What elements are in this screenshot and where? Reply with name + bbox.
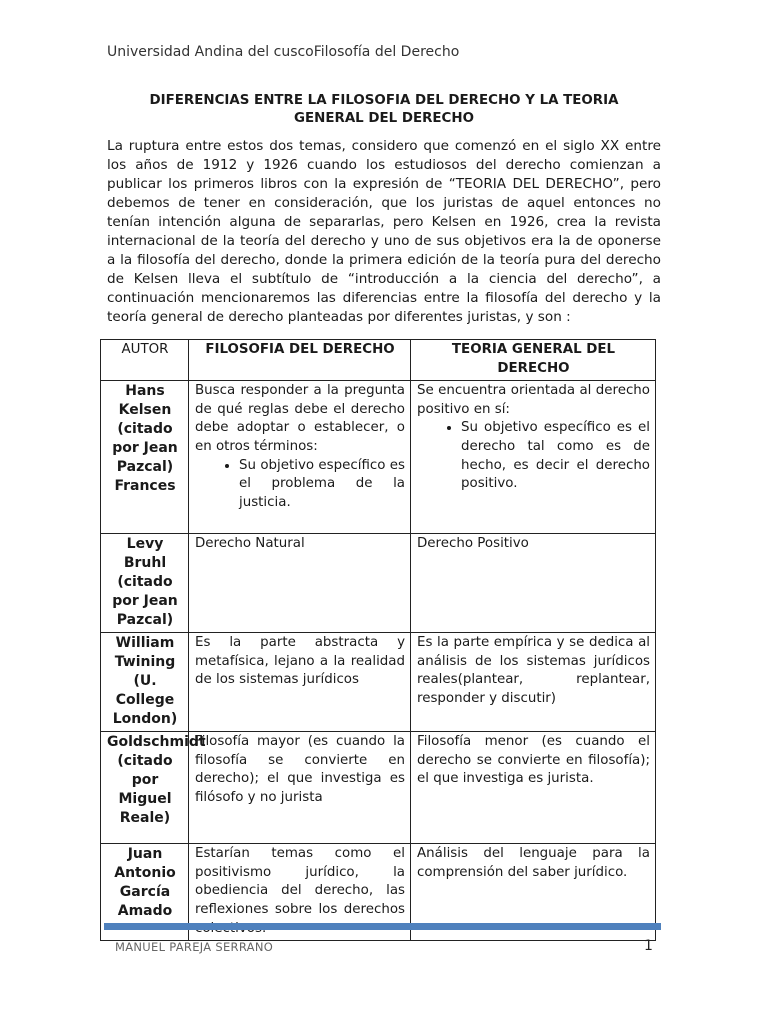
filosofia-cell xyxy=(189,381,411,534)
teoria-bullet-list xyxy=(417,419,650,493)
header-autor: AUTOR xyxy=(101,340,189,381)
teoria-cell: Análisis del lenguaje para la comprensión del saber jurídico. xyxy=(411,844,656,941)
table-header-row xyxy=(101,340,656,381)
header-teoria: TEORIA GENERAL DEL DERECHO xyxy=(411,340,656,381)
page-header: Universidad Andina del cuscoFilosofía del Derecho xyxy=(107,44,460,60)
filosofia-cell: Estarían temas como el positivismo jurídico, la obediencia del derecho, las reflexiones sobre los derechos xyxy=(189,844,411,941)
teoria-cell: Filosofía menor (es cuando el derecho se convierte en filosofía); el que investiga es jurista. xyxy=(411,732,656,844)
author-cell: Goldschmidt (citado por Miguel Reale) xyxy=(101,732,189,844)
filosofia-cell: Derecho Natural xyxy=(189,534,411,633)
teoria-cell xyxy=(411,381,656,534)
teoria-text: Se encuentra orientada al derecho positivo en sí: xyxy=(417,383,650,417)
table-row xyxy=(101,381,656,534)
title-line-2: GENERAL DEL DERECHO xyxy=(294,111,474,126)
table-row xyxy=(101,732,656,844)
intro-paragraph: La ruptura entre estos dos temas, considero que comenzó en el siglo XX entre los años de 1912 y 1926 cuando los estudiosos del derecho comienzan a publicar los primeros libros con la expresión de “TEORIA DEL DERECHO”, pero debemos de tener en consideración, que los juristas de aquel entonces no tenían intención alguna de separarlas, pero Kelsen en 1926, crea la revista internacional de la teoría del derecho y uno de sus objetivos era la de oponerse a la filosofía del derecho, donde la primera edición de la teoría pura del derecho de Kelsen lleva el subtítulo de “introducción a la ciencia del derecho”, a continuación mencionaremos las diferencias entre la filosofía del derecho y la teoría general de derecho planteadas por diferentes juristas, y son : xyxy=(107,138,661,325)
table-row xyxy=(101,534,656,633)
teoria-cell: Derecho Positivo xyxy=(411,534,656,633)
document-title xyxy=(100,92,668,128)
author-cell: Levy Bruhl (citado por Jean Pazcal) xyxy=(101,534,189,633)
teoria-cell: Es la parte empírica y se dedica al análisis de los sistemas jurídicos reales(plantear, replantear, responder y discutir) xyxy=(411,633,656,732)
comparison-table xyxy=(100,339,656,941)
list-item: • Su objetivo específico es el problema de la justicia. xyxy=(239,457,405,513)
author-cell: Juan Antonio García Amado xyxy=(101,844,189,941)
header-filosofia: FILOSOFIA DEL DERECHO xyxy=(189,340,411,381)
author-cell: Hans Kelsen (citado por Jean Pazcal) Frances xyxy=(101,381,189,534)
page-number: 1 xyxy=(644,938,653,954)
list-item: • Su objetivo específico es el derecho tal como es de hecho, es decir el derecho positivo. xyxy=(461,419,650,493)
footer-author: MANUEL PAREJA SERRANO xyxy=(115,940,274,954)
filosofia-cell: Filosofía mayor (es cuando la filosofía se convierte en derecho); el que investiga es filósofo y no jurista xyxy=(189,732,411,844)
filosofia-cell: Es la parte abstracta y metafísica, lejano a la realidad de los sistemas jurídicos xyxy=(189,633,411,732)
author-cell: William Twining (U. College London) xyxy=(101,633,189,732)
title-line-1: DIFERENCIAS ENTRE LA FILOSOFIA DEL DERECHO Y LA TEORIA xyxy=(149,93,619,108)
footer-rule xyxy=(104,923,661,930)
filosofia-bullet-list xyxy=(195,457,405,513)
filosofia-text: Busca responder a la pregunta de qué reglas debe el derecho debe adoptar o establecer, o en otros términos: xyxy=(195,383,405,454)
table-row xyxy=(101,633,656,732)
